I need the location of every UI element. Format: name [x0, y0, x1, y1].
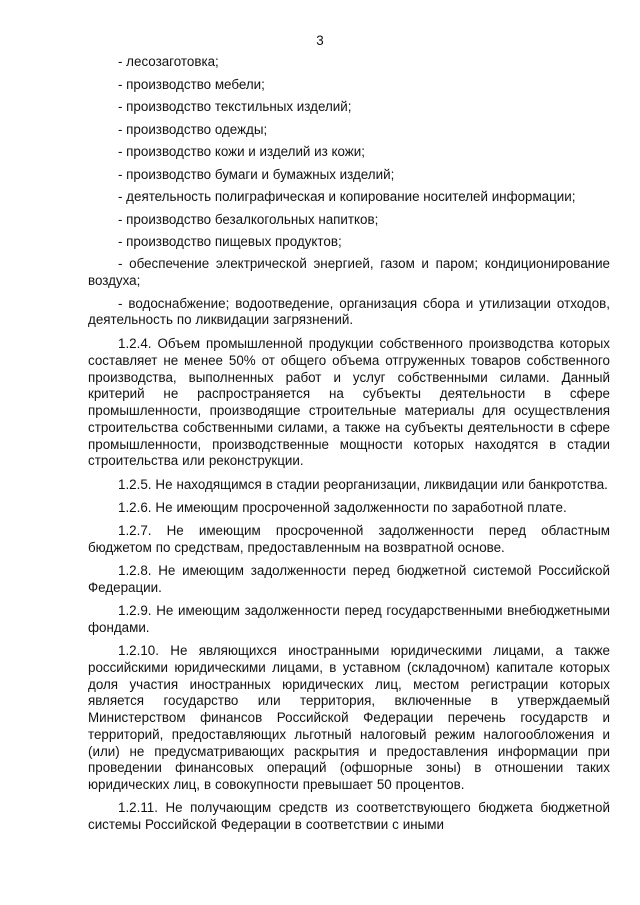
list-item: - деятельность полиграфическая и копирование носителей информации; — [118, 189, 576, 204]
paragraph-1-2-10: 1.2.10. Не являющихся иностранными юридическими лицами, а также российскими юридическими лицами, в уставном (складочном) капитале которых доля участия иностранных юридических лиц, местом регистрации которых является государство или территория, включенные в утверждаемый Министерством финансов Российской Федерации перечень государств и территорий, предоставляющих льготный налоговый режим налогообложения и (или) не предусматривающих раскрытия и предоставления информации при проведении финансовых операций (офшорные зоны) в отношении таких юридических лиц, в совокупности превышает 50 процентов. — [88, 643, 610, 792]
list-item: - производство пищевых продуктов; — [118, 234, 342, 249]
paragraph-1-2-4: 1.2.4. Объем промышленной продукции собственного производства которых составляет не менее 50% от общего объема отгруженных товаров собственного производства, выполненных работ и услуг собственными силами. Данный критерий не распространяется на субъекты деятельности в сфере промышленности, производящие строительные материалы для осуществления строительства собственными силами, а также на субъекты деятельности в сфере промышленности, производственные мощности которых находятся в стадии строительства или реконструкции. — [88, 336, 610, 469]
list-item: - производство бумаги и бумажных изделий; — [118, 166, 395, 182]
list-item: - производство текстильных изделий; — [118, 99, 352, 114]
list-item: - лесозаготовка; — [118, 54, 219, 69]
paragraph-1-2-6: 1.2.6. Не имеющим просроченной задолженности по заработной плате. — [118, 499, 567, 515]
list-item-wrapped: - водоснабжение; водоотведение, организация сбора и утилизации отходов, деятельность по ликвидации загрязнений. — [88, 295, 610, 328]
paragraph-1-2-5: 1.2.5. Не находящимся в стадии реорганизации, ликвидации или банкротства. — [118, 476, 608, 492]
activity-list — [118, 54, 610, 257]
list-item: - производство мебели; — [118, 76, 265, 92]
list-item: - производство безалкогольных напитков; — [118, 211, 379, 227]
paragraph-1-2-8: 1.2.8. Не имеющим задолженности перед бюджетной системой Российской Федерации. — [88, 563, 610, 595]
page-number: 3 — [316, 33, 324, 48]
document-body — [88, 256, 610, 840]
paragraph-1-2-11: 1.2.11. Не получающим средств из соответствующего бюджета бюджетной системы Российской Федерации в соответствии с иными — [88, 800, 610, 832]
list-item: - производство кожи и изделий из кожи; — [118, 144, 365, 159]
list-item-wrapped: - обеспечение электрической энергией, газом и паром; кондиционирование воздуха; — [88, 256, 610, 288]
list-item: - производство одежды; — [118, 121, 268, 137]
paragraph-1-2-9: 1.2.9. Не имеющим задолженности перед государственными внебюджетными фондами. — [88, 603, 610, 635]
paragraph-1-2-7: 1.2.7. Не имеющим просроченной задолженности перед областным бюджетом по средствам, предоставленным на возвратной основе. — [88, 523, 610, 555]
